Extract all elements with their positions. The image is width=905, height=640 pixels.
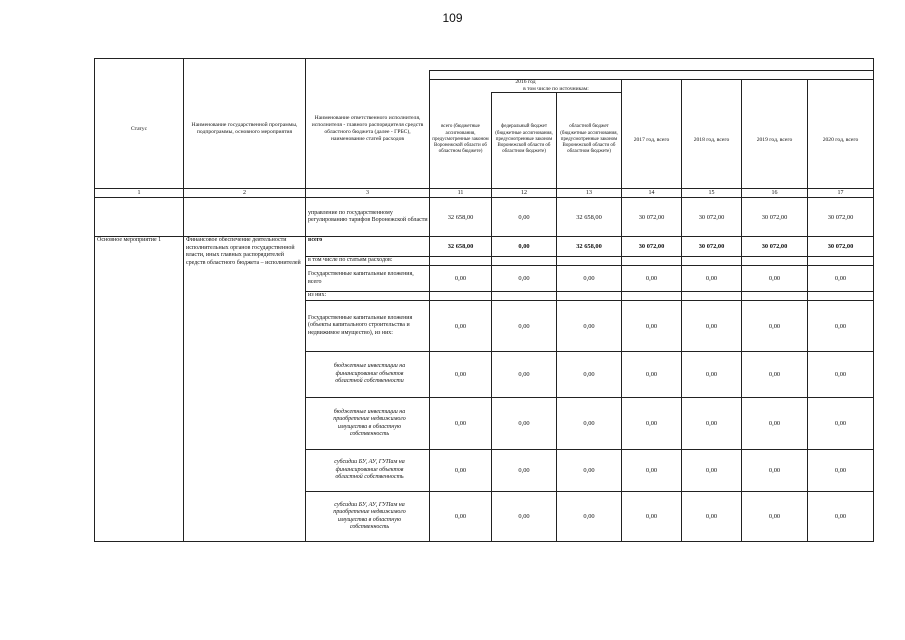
header-year-2016: 2016 год: [515, 79, 536, 85]
value-cell: 30 072,00: [827, 243, 854, 250]
row-label: всего: [308, 237, 323, 243]
value-cell: 0,00: [705, 371, 718, 378]
value-cell: 0,00: [768, 275, 781, 282]
value-cell: 30 072,00: [827, 213, 854, 221]
value-cell: 32 658,00: [576, 213, 602, 221]
col-number: 13: [586, 189, 592, 196]
row-label: управление по государственному регулированию тарифов Воронежской области: [308, 209, 428, 223]
top-strip: [429, 59, 873, 71]
value-cell: 0,00: [834, 322, 847, 330]
row-label: бюджетные инвестиции на финансирование объектов областной собственности: [333, 363, 406, 385]
value-cell: 0,00: [645, 371, 658, 378]
value-cell: 32 658,00: [447, 213, 474, 221]
value-cell: 0,00: [645, 322, 658, 330]
value-cell: 30 072,00: [638, 213, 665, 221]
header-2017: 2017 год, всего: [633, 136, 670, 143]
header-regional: областной бюджет (бюджетные ассигнования, предусмотренные законом Воронежской области об областном бюджете): [560, 124, 618, 155]
value-cell: 0,00: [518, 322, 530, 330]
value-cell: 0,00: [454, 371, 467, 378]
value-cell: 0,00: [705, 322, 718, 330]
value-cell: 0,00: [583, 513, 595, 520]
value-cell: 0,00: [518, 467, 530, 474]
value-cell: 30 072,00: [638, 243, 665, 250]
col-number: 17: [837, 189, 844, 196]
status-main: Основное мероприятие 1: [97, 237, 162, 243]
header-2020: 2020 год, всего: [822, 136, 859, 143]
budget-table: [94, 58, 874, 542]
value-cell: 0,00: [454, 513, 467, 520]
value-cell: 0,00: [518, 213, 530, 221]
row-label: Государственные капитальные вложения (объекты капитального строительства и недвижимое имущество), из них:: [308, 314, 413, 336]
value-cell: 0,00: [705, 513, 718, 520]
col-number: 2: [243, 189, 246, 196]
value-cell: 0,00: [583, 371, 595, 378]
value-cell: 0,00: [518, 371, 530, 378]
main-activity-name: Финансовое обеспечение деятельности исполнительных органов государственной власти, иных главных распорядителей средств областного бюджета – исполнителей: [186, 237, 301, 266]
value-cell: 0,00: [518, 243, 530, 250]
value-cell: 0,00: [454, 420, 467, 427]
value-cell: 0,00: [454, 275, 467, 282]
col-number: 16: [771, 189, 778, 196]
value-cell: 0,00: [834, 371, 847, 378]
row-label: бюджетные инвестиции на приобретение недвижимого имущества в областную собственность: [333, 408, 406, 437]
row-label: субсидии БУ, АУ, ГУПам на приобретение недвижимого имущества в областную собственность: [333, 501, 406, 530]
value-cell: 0,00: [583, 275, 595, 282]
value-cell: 0,00: [834, 275, 847, 282]
value-cell: 0,00: [645, 275, 658, 282]
value-cell: 32 658,00: [447, 243, 474, 250]
col-number: 12: [521, 189, 527, 196]
value-cell: 0,00: [518, 513, 530, 520]
row-label: Государственные капитальные вложения, всего: [308, 271, 414, 285]
value-cell: 0,00: [583, 322, 595, 330]
value-cell: 0,00: [834, 467, 847, 474]
value-cell: 30 072,00: [761, 213, 788, 221]
page-number: 109: [442, 11, 463, 25]
value-cell: 0,00: [705, 467, 718, 474]
value-cell: 0,00: [454, 467, 467, 474]
value-cell: 0,00: [834, 513, 847, 520]
value-cell: 0,00: [705, 420, 718, 427]
value-cell: 0,00: [768, 371, 781, 378]
value-cell: 0,00: [583, 420, 595, 427]
header-status: Статус: [130, 125, 148, 132]
value-cell: 0,00: [518, 420, 530, 427]
col-number: 1: [137, 189, 141, 196]
header-program-name: Наименование государственной программы, подпрограммы, основного мероприятия: [191, 122, 298, 135]
row-label: в том числе по статьям расходов:: [308, 257, 393, 264]
value-cell: 30 072,00: [761, 243, 788, 250]
header-federal: федеральный бюджет (бюджетные ассигнования, предусмотренные законом Воронежской области об областном бюджете): [495, 124, 553, 155]
value-cell: 32 658,00: [576, 243, 602, 250]
value-cell: 0,00: [645, 467, 658, 474]
col-number: 3: [366, 189, 369, 196]
col-number: 15: [708, 189, 715, 196]
value-cell: 30 072,00: [698, 213, 725, 221]
value-cell: 0,00: [768, 420, 781, 427]
value-cell: 0,00: [645, 513, 658, 520]
row-label: субсидии БУ, АУ, ГУПам на финансирование объектов областной собственность: [334, 459, 405, 481]
header-total-2016: всего (бюджетные ассигнования, предусмотренные законом Воронежской области об областном бюджете): [432, 124, 489, 155]
value-cell: 0,00: [768, 322, 781, 330]
value-cell: 0,00: [768, 513, 781, 520]
value-cell: 0,00: [645, 420, 658, 427]
value-cell: 0,00: [768, 467, 781, 474]
value-cell: 0,00: [454, 322, 467, 330]
value-cell: 0,00: [518, 275, 530, 282]
header-including-sources: в том числе по источникам:: [523, 86, 589, 92]
value-cell: 30 072,00: [698, 243, 725, 250]
header-executor: Наименование ответственного исполнителя, исполнителя - главного распорядителя средств областного бюджета (далее - ГРБС), наименование статей расходов: [311, 115, 424, 142]
col-number: 14: [648, 189, 655, 196]
value-cell: 0,00: [583, 467, 595, 474]
row-label: из них:: [308, 292, 327, 299]
value-cell: 0,00: [834, 420, 847, 427]
header-2019: 2019 год, всего: [756, 136, 793, 143]
value-cell: 0,00: [705, 275, 718, 282]
col-number: 11: [457, 189, 464, 196]
header-2018: 2018 год, всего: [693, 136, 730, 143]
